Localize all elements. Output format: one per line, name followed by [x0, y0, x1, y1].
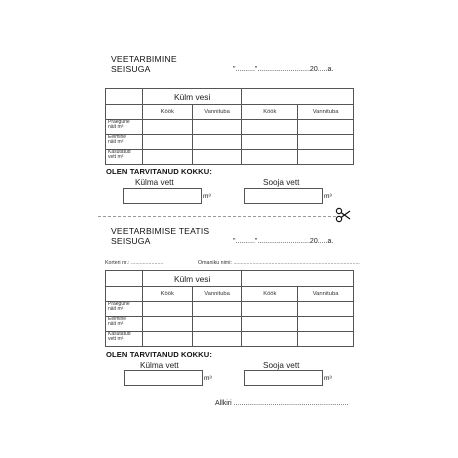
form2-hot-label: Sooja vett	[263, 361, 300, 370]
form2-title-line1: VEETARBIMISE TEATIS	[111, 226, 210, 236]
form2-hot-input[interactable]	[244, 370, 323, 386]
form1-input-cell[interactable]	[242, 120, 298, 135]
form2-col-header: Köök	[242, 287, 298, 302]
form1-col-header: Vannituba	[298, 105, 354, 120]
form1-input-cell[interactable]	[298, 135, 354, 150]
form2-row-label: Kasutatud vett m³	[106, 332, 143, 347]
form2-input-cell[interactable]	[142, 317, 192, 332]
form1-input-cell[interactable]	[142, 135, 192, 150]
form2-cold-unit: m³	[204, 375, 212, 382]
form1-title-line1: VEETARBIMINE	[111, 54, 177, 64]
form2-input-cell[interactable]	[192, 332, 242, 347]
form1-input-cell[interactable]	[298, 120, 354, 135]
form1-hot-input[interactable]	[244, 188, 323, 204]
form1-corner-cell	[106, 89, 143, 105]
form2-input-cell[interactable]	[298, 302, 354, 317]
form2-total-label: OLEN TARVITANUD KOKKU:	[106, 350, 212, 359]
form2-input-cell[interactable]	[192, 317, 242, 332]
form1-input-cell[interactable]	[142, 150, 192, 165]
form2-row-label: Praegune näit m³	[106, 302, 143, 317]
form2-input-cell[interactable]	[242, 317, 298, 332]
form1-col-header: Köök	[142, 105, 192, 120]
form1-input-cell[interactable]	[192, 135, 242, 150]
form2-date-line: ".........."...........................20.....a.	[233, 238, 334, 245]
form2-hot-unit: m³	[324, 375, 332, 382]
form2-input-cell[interactable]	[142, 332, 192, 347]
form2-input-cell[interactable]	[242, 302, 298, 317]
form1-date-line: ".........."...........................20.....a.	[233, 66, 334, 73]
form1-col-header: Köök	[242, 105, 298, 120]
form2-group-header: Külm vesi	[142, 271, 242, 287]
form2-col-blank	[106, 287, 143, 302]
form2-meter-table	[105, 270, 354, 347]
form2-corner-cell	[106, 271, 143, 287]
form2-col-header: Köök	[142, 287, 192, 302]
form2-input-cell[interactable]	[192, 302, 242, 317]
form2-input-cell[interactable]	[298, 317, 354, 332]
form1-input-cell[interactable]	[242, 135, 298, 150]
form2-input-cell[interactable]	[142, 302, 192, 317]
form1-col-blank	[106, 105, 143, 120]
form1-group-header-empty	[242, 89, 354, 105]
form1-input-cell[interactable]	[242, 150, 298, 165]
form2-input-cell[interactable]	[298, 332, 354, 347]
form2-title-line2: SEISUGA	[111, 236, 151, 246]
form1-group-header: Külm vesi	[142, 89, 242, 105]
form1-input-cell[interactable]	[298, 150, 354, 165]
form1-hot-unit: m³	[324, 193, 332, 200]
form1-col-header: Vannituba	[192, 105, 242, 120]
form1-cold-unit: m³	[203, 193, 211, 200]
form2-title	[111, 226, 209, 246]
form2-input-cell[interactable]	[242, 332, 298, 347]
form2-cold-input[interactable]	[124, 370, 203, 386]
form1-title	[111, 54, 177, 74]
form1-cold-input[interactable]	[123, 188, 202, 204]
form1-row-label: Eelmine näit m³	[106, 135, 143, 150]
form1-row-label: Praegune näit m³	[106, 120, 143, 135]
form1-input-cell[interactable]	[192, 150, 242, 165]
form1-row-label: Kasutatud vett m³	[106, 150, 143, 165]
cut-line	[98, 216, 336, 217]
form2-signature-label: Allkiri ...........................................................	[215, 400, 349, 407]
form1-hot-label: Sooja vett	[263, 178, 300, 187]
form2-group-header-empty	[242, 271, 354, 287]
form2-apartment-label: Korteri nr.: ......................	[105, 260, 164, 266]
form2-col-header: Vannituba	[192, 287, 242, 302]
form2-owner-label: Omaniku nimi: ......................................................................................	[198, 260, 360, 266]
form1-input-cell[interactable]	[192, 120, 242, 135]
form1-input-cell[interactable]	[142, 120, 192, 135]
form2-row-label: Eelmine näit m³	[106, 317, 143, 332]
form1-title-line2: SEISUGA	[111, 64, 151, 74]
form2-cold-label: Külma vett	[140, 361, 179, 370]
form1-meter-table	[105, 88, 354, 165]
scissors-icon	[335, 207, 351, 228]
form1-cold-label: Külma vett	[135, 178, 174, 187]
form2-col-header: Vannituba	[298, 287, 354, 302]
form1-total-label: OLEN TARVITANUD KOKKU:	[106, 167, 212, 176]
